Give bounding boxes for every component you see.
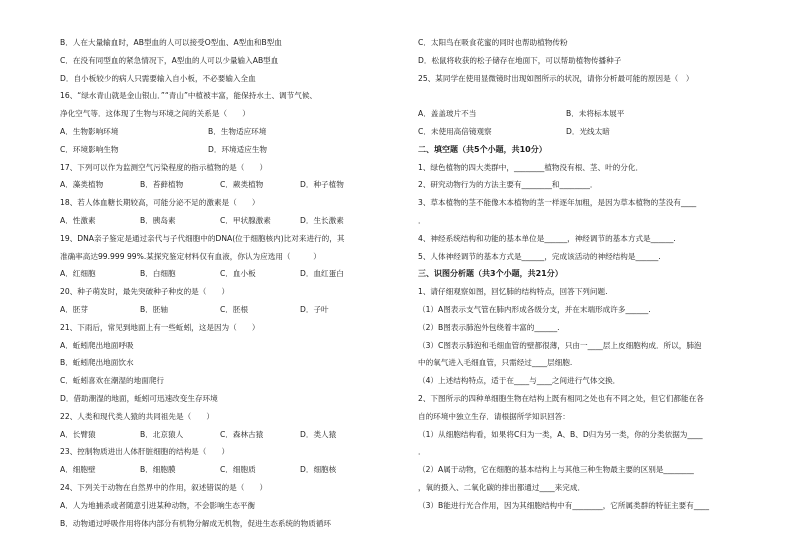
question-line: A．人为地捕杀或者随意引进某种动物，不会影响生态平衡	[60, 500, 256, 510]
question-line: 17、下列可以作为监测空气污染程度的指示植物的是（ ）	[60, 162, 268, 172]
right-column	[418, 38, 738, 519]
option-row	[60, 127, 398, 138]
left-column	[60, 38, 398, 536]
option-text: A．藻类植物	[60, 180, 104, 190]
option-text: C．未使用高倍镜观察	[418, 126, 492, 136]
option-text: D．细胞核	[300, 465, 337, 475]
option-text: A．生物影响环境	[60, 126, 119, 136]
option-text: D．血红蛋白	[300, 269, 344, 279]
question-line: D．借助潮湿的地面，蚯蚓可迅速改变生存环境	[60, 393, 218, 403]
question-line: （2）B图表示肺泡外包绕着丰富的______.	[418, 322, 560, 332]
option-text: C．胚根	[220, 304, 249, 314]
question-line: C．太阳鸟在吸食花蜜的同时也帮助植物传粉	[418, 38, 568, 47]
question-line: （1）A图表示支气管在肺内形成各级分支，并在末端形成许多______.	[418, 304, 651, 314]
option-row	[60, 305, 398, 316]
option-text: C．血小板	[220, 269, 256, 279]
question-line: A．蚯蚓爬出地面呼吸	[60, 340, 134, 350]
question-line: B．人在大量输血时，AB型血的人可以接受O型血、A型血和B型血	[60, 38, 282, 47]
option-text: C．甲状腺激素	[220, 215, 271, 225]
option-text: A．长臂猿	[60, 429, 96, 439]
option-text: A．细胞壁	[60, 465, 96, 475]
question-line: D．松鼠将收获的松子储存在地面下，可以帮助植物传播种子	[418, 55, 622, 65]
option-text: D．类人猿	[300, 429, 337, 439]
question-line: C．蚯蚓喜欢在潮湿的地面爬行	[60, 376, 165, 386]
option-text: B．细胞膜	[140, 465, 176, 475]
question-line: 1、绿色植物的四大类群中，________植物没有根、茎、叶的分化．	[418, 162, 644, 172]
option-text: A．胚芽	[60, 304, 88, 314]
question-line: 准确率高达99.999 99%.某探究鉴定材料仅有血液，你认为应选用（ ）	[60, 251, 321, 261]
question-line: 自的环境中独立生存．请根据所学知识回答：	[418, 411, 570, 421]
question-line: （4）上述结构特点，适于在____与____之间进行气体交换．	[418, 376, 621, 386]
option-text: D．种子植物	[300, 180, 344, 190]
question-line: 18、若人体血糖长期较高，可能分泌不足的激素是（ ）	[60, 198, 260, 208]
option-text: B．北京猿人	[140, 429, 184, 439]
question-line: 20、种子萌发时，最先突破种子种皮的是（ ）	[60, 287, 230, 297]
question-line: 23、控制物质进出人体肝脏细胞的结构是（ ）	[60, 447, 230, 457]
option-text: C．环境影响生物	[60, 144, 119, 154]
option-text: C．森林古猿	[220, 429, 264, 439]
option-text: A．红细胞	[60, 269, 96, 279]
question-line: （3）B能进行光合作用，因为其细胞结构中有________，它所属类群的特征主要有____	[418, 500, 710, 510]
question-line: 22、人类和现代类人猿的共同祖先是（ ）	[60, 411, 214, 421]
question-line: 24、下列关于动物在自然界中的作用，叙述错误的是（ ）	[60, 482, 268, 492]
option-text: B．苔藓植物	[140, 180, 184, 190]
question-line: 5、人体神经调节的基本方式是______，完成该活动的神经结构是______.	[418, 251, 661, 261]
option-row	[60, 465, 398, 476]
question-line: ，氧的摄入、二氧化碳的排出都通过____来完成．	[418, 482, 586, 492]
question-line: 19、DNA亲子鉴定是通过亲代与子代细胞中的DNA(位于细胞核内)比对来进行的，其	[60, 233, 345, 243]
option-text: B．胚轴	[140, 304, 168, 314]
question-line: 25、某同学在使用显微镜时出现如图所示的状况，请你分析最可能的原因是（ ）	[418, 73, 694, 83]
question-line: 4、神经系统结构和功能的基本单位是______，神经调节的基本方式是______.	[418, 233, 676, 243]
blank-line	[418, 91, 738, 102]
option-text: A．盖盖玻片不当	[418, 109, 477, 119]
option-row	[418, 109, 738, 120]
question-line: C．在没有同型血的紧急情况下，A型血的人可以少量输入AB型血	[60, 55, 279, 65]
question-line: 2、研究动物行为的方法主要有________和________．	[418, 180, 598, 190]
option-text: A．性激素	[60, 215, 96, 225]
question-line: 中的氧气进入毛细血管，只需经过____层细胞.	[418, 358, 573, 368]
question-line: D．自小板较少的病人只需要输入自小板，不必要输入全血	[60, 73, 256, 83]
question-line: B．动物通过呼吸作用将体内部分有机物分解成无机物，促进生态系统的物质循环	[60, 518, 331, 528]
option-row	[60, 216, 398, 227]
option-text: B．生物适应环境	[208, 126, 267, 136]
question-line: B．蚯蚓爬出地面饮水	[60, 358, 134, 368]
option-text: D．生长激素	[300, 215, 344, 225]
section-heading: 三、识图分析题（共3个小题，共21分）	[418, 269, 563, 279]
option-text: D．环境适应生物	[208, 144, 268, 154]
question-line: 3、草本植物的茎不能像木本植物的茎一样逐年加粗，是因为草本植物的茎没有____	[418, 198, 697, 208]
option-text: B．未将标本展平	[566, 109, 625, 119]
option-text: B．胰岛素	[140, 215, 176, 225]
option-text: C．细胞质	[220, 465, 256, 475]
question-line: （1）从细胞结构看，如果将C归为一类，A、B、D归为另一类，你的分类依据为____	[418, 429, 703, 439]
option-text: D．子叶	[300, 304, 329, 314]
section-heading: 二、填空题（共5个小题，共10分）	[418, 144, 547, 154]
option-text: C．蕨类植物	[220, 180, 264, 190]
question-line: （2）A属于动物，它在细胞的基本结构上与其他三种生物最主要的区别是________	[418, 465, 694, 475]
option-row	[60, 145, 398, 156]
option-row	[60, 180, 398, 191]
option-row	[418, 127, 738, 138]
question-line: 1、请仔细观察如图，回忆肺的结构特点，回答下列问题.	[418, 287, 608, 297]
option-text: B．白细胞	[140, 269, 176, 279]
option-text: D．光线太暗	[566, 126, 610, 136]
question-line: ．	[418, 447, 426, 457]
option-row	[60, 430, 398, 441]
question-line: 2、下图所示的四种单细胞生物在结构上既有相同之处也有不同之处，但它们都能在各	[418, 393, 704, 403]
question-line: 21、下雨后，常见到地面上有一些蚯蚓，这是因为（ ）	[60, 322, 260, 332]
question-line: （3）C图表示肺泡和毛细血管的壁都很薄，只由一____层上皮细胞构成．所以，肺泡	[418, 340, 702, 350]
question-line: 净化空气等．这体现了生物与环境之间的关系是（ ）	[60, 109, 250, 119]
question-line: ．	[418, 215, 426, 225]
option-row	[60, 269, 398, 280]
question-line: 16、“绿水青山就是金山银山．”“青山”中植被丰富，能保持水土、调节气候、	[60, 91, 318, 101]
